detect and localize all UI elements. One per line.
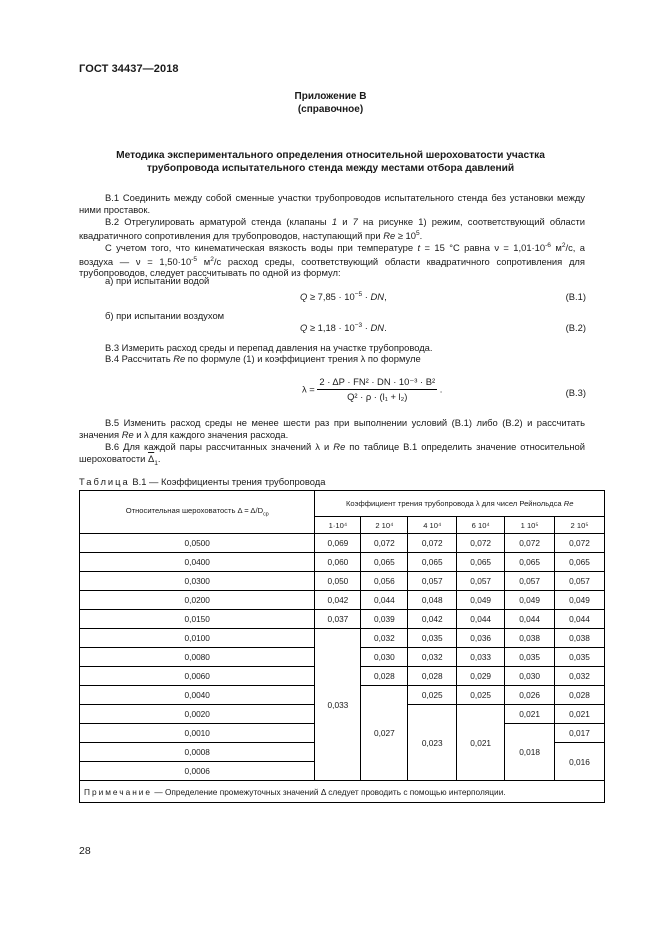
table-row bbox=[80, 553, 605, 572]
value-cell: 0,065 bbox=[457, 553, 505, 572]
formula-b3-denominator: Q² · ρ · (l₁ + l₂) bbox=[347, 391, 408, 402]
formula-b3-numerator: 2 · ΔP · FN² · DN · 10⁻³ · B² bbox=[317, 376, 437, 390]
value-cell: 0,021 bbox=[555, 705, 605, 724]
section-title-line-1: Методика экспериментального определения относительной шероховатости участка bbox=[116, 150, 545, 161]
roughness-cell: 0,0200 bbox=[80, 591, 315, 610]
page-number: 28 bbox=[79, 845, 91, 857]
case-b-label: б) при испытании воздухом bbox=[105, 310, 225, 321]
formula-b1-number: (В.1) bbox=[565, 291, 586, 302]
value-cell: 0,050 bbox=[315, 572, 361, 591]
formula-b3-lhs: λ = bbox=[302, 383, 315, 395]
merged-value-cell: 0,033 bbox=[315, 629, 361, 781]
value-cell: 0,028 bbox=[555, 686, 605, 705]
value-cell: 0,032 bbox=[408, 648, 457, 667]
value-cell: 0,057 bbox=[408, 572, 457, 591]
table-note: Примечание — Определение промежуточных значений Δ следует проводить с помощью интерполяции. bbox=[80, 781, 605, 803]
value-cell: 0,044 bbox=[361, 591, 408, 610]
value-cell: 0,028 bbox=[408, 667, 457, 686]
section-title bbox=[60, 149, 601, 175]
re-column-header: 6 10⁴ bbox=[457, 517, 505, 534]
formula-b2: $Q \ge 1,18 \cdot 10^{-3}$ · DN. bbox=[300, 322, 387, 334]
value-cell: 0,025 bbox=[457, 686, 505, 705]
table-caption: Таблица В.1 — Коэффициенты трения трубопровода bbox=[79, 476, 326, 487]
formula-b3-end: . bbox=[439, 383, 443, 395]
roughness-header: Относительная шероховатость $\Delta = \Delta/D_{ср}$ bbox=[80, 491, 315, 534]
re-column-header: 4 10⁴ bbox=[408, 517, 457, 534]
formula-b1: $Q \ge 7,85 \cdot 10^{-5}$ · DN, bbox=[300, 291, 387, 303]
value-cell: 0,036 bbox=[457, 629, 505, 648]
value-cell: 0,072 bbox=[361, 534, 408, 553]
value-cell: 0,057 bbox=[555, 572, 605, 591]
re-column-header: 1 10⁵ bbox=[505, 517, 555, 534]
roughness-cell: 0,0300 bbox=[80, 572, 315, 591]
roughness-cell: 0,0008 bbox=[80, 743, 315, 762]
value-cell: 0,057 bbox=[457, 572, 505, 591]
value-cell: 0,038 bbox=[555, 629, 605, 648]
table-row bbox=[80, 591, 605, 610]
value-cell: 0,072 bbox=[555, 534, 605, 553]
value-cell: 0,044 bbox=[555, 610, 605, 629]
value-cell: 0,035 bbox=[505, 648, 555, 667]
table-row bbox=[80, 610, 605, 629]
value-cell: 0,029 bbox=[457, 667, 505, 686]
document-header: ГОСТ 34437—2018 bbox=[79, 63, 179, 75]
value-cell: 0,048 bbox=[408, 591, 457, 610]
paragraph-b4: В.4 Рассчитать Re по формуле (1) и коэффициент трения λ по формуле bbox=[105, 353, 421, 364]
value-cell: 0,039 bbox=[361, 610, 408, 629]
value-cell: 0,037 bbox=[315, 610, 361, 629]
table-note-row bbox=[80, 781, 605, 803]
table-row bbox=[80, 534, 605, 553]
value-cell: 0,030 bbox=[505, 667, 555, 686]
friction-coefficient-table bbox=[79, 490, 605, 803]
value-cell: 0,065 bbox=[555, 553, 605, 572]
paragraph-b6: В.6 Для каждой пары рассчитанных значений λ и Re по таблице В.1 определить значение относительной шероховатости $\overline{\Delta}_1$. bbox=[79, 441, 586, 467]
roughness-cell: 0,0010 bbox=[80, 724, 315, 743]
value-cell: 0,026 bbox=[505, 686, 555, 705]
paragraph-b2: В.2 Отрегулировать арматурой стенда (клапаны 1 и 7 на рисунке 1) режим, соответствующий области квадратичного сопротивления для трубопроводов, наступающий при $Re \ge 10^5$. bbox=[79, 216, 585, 241]
value-cell: 0,035 bbox=[555, 648, 605, 667]
table-row bbox=[80, 629, 605, 648]
value-cell: 0,056 bbox=[361, 572, 408, 591]
value-cell: 0,065 bbox=[505, 553, 555, 572]
merged-value-cell: 0,021 bbox=[457, 705, 505, 781]
value-cell: 0,065 bbox=[408, 553, 457, 572]
roughness-cell: 0,0150 bbox=[80, 610, 315, 629]
formula-b3-number: (В.3) bbox=[565, 387, 586, 398]
roughness-cell: 0,0100 bbox=[80, 629, 315, 648]
merged-value-cell: 0,016 bbox=[555, 743, 605, 781]
value-cell: 0,072 bbox=[505, 534, 555, 553]
value-cell: 0,021 bbox=[505, 705, 555, 724]
value-cell: 0,028 bbox=[361, 667, 408, 686]
roughness-cell: 0,0020 bbox=[80, 705, 315, 724]
appendix-title: Приложение В bbox=[294, 91, 367, 102]
value-cell: 0,049 bbox=[505, 591, 555, 610]
formula-b2-number: (В.2) bbox=[565, 322, 586, 333]
re-column-header: 1·10⁴ bbox=[315, 517, 361, 534]
value-cell: 0,038 bbox=[505, 629, 555, 648]
value-cell: 0,017 bbox=[555, 724, 605, 743]
coefficient-header: Коэффициент трения трубопровода λ для чисел Рейнольдса Re bbox=[315, 491, 605, 517]
value-cell: 0,044 bbox=[505, 610, 555, 629]
section-title-line-2: трубопровода испытательного стенда между местами отбора давлений bbox=[146, 163, 515, 174]
re-column-header: 2 10⁴ bbox=[361, 517, 408, 534]
roughness-cell: 0,0500 bbox=[80, 534, 315, 553]
value-cell: 0,030 bbox=[361, 648, 408, 667]
value-cell: 0,049 bbox=[457, 591, 505, 610]
re-column-header: 2 10⁵ bbox=[555, 517, 605, 534]
paragraph-b2-conditions: С учетом того, что кинематическая вязкость воды при температуре t = 15 °С равна $\nu = 1,01\cdot 10^{-6}$ $м^2/с$, а воздуха — $\nu = 1,50\cdot 10^{-5}$ $м^2/с$ расход среды, соответствующий области квадратичного сопротивления для трубопроводов, следует рассчитывать по одной из формул: bbox=[79, 242, 585, 279]
formula-b3-fraction bbox=[317, 376, 437, 402]
value-cell: 0,049 bbox=[555, 591, 605, 610]
roughness-cell: 0,0040 bbox=[80, 686, 315, 705]
value-cell: 0,042 bbox=[408, 610, 457, 629]
merged-value-cell: 0,027 bbox=[361, 686, 408, 781]
value-cell: 0,072 bbox=[457, 534, 505, 553]
value-cell: 0,069 bbox=[315, 534, 361, 553]
value-cell: 0,065 bbox=[361, 553, 408, 572]
value-cell: 0,025 bbox=[408, 686, 457, 705]
value-cell: 0,032 bbox=[361, 629, 408, 648]
value-cell: 0,035 bbox=[408, 629, 457, 648]
value-cell: 0,044 bbox=[457, 610, 505, 629]
value-cell: 0,042 bbox=[315, 591, 361, 610]
roughness-cell: 0,0006 bbox=[80, 762, 315, 781]
value-cell: 0,032 bbox=[555, 667, 605, 686]
paragraph-b3: В.3 Измерить расход среды и перепад давления на участке трубопровода. bbox=[105, 342, 433, 353]
value-cell: 0,072 bbox=[408, 534, 457, 553]
paragraph-b1: В.1 Соединить между собой сменные участки трубопроводов испытательного стенда без установки между ними проставок. bbox=[79, 192, 585, 215]
merged-value-cell: 0,023 bbox=[408, 705, 457, 781]
value-cell: 0,033 bbox=[457, 648, 505, 667]
appendix-subtitle: (справочное) bbox=[297, 104, 364, 115]
paragraph-b5: В.5 Изменить расход среды не менее шести раз при выполнении условий (В.1) либо (В.2) и рассчитать значения Re и λ для каждого значения расхода. bbox=[79, 417, 585, 440]
value-cell: 0,057 bbox=[505, 572, 555, 591]
formula-b3 bbox=[302, 376, 442, 402]
merged-value-cell: 0,018 bbox=[505, 724, 555, 781]
value-cell: 0,060 bbox=[315, 553, 361, 572]
table-row bbox=[80, 572, 605, 591]
roughness-cell: 0,0060 bbox=[80, 667, 315, 686]
roughness-cell: 0,0080 bbox=[80, 648, 315, 667]
case-a-label: а) при испытании водой bbox=[105, 275, 210, 286]
roughness-cell: 0,0400 bbox=[80, 553, 315, 572]
